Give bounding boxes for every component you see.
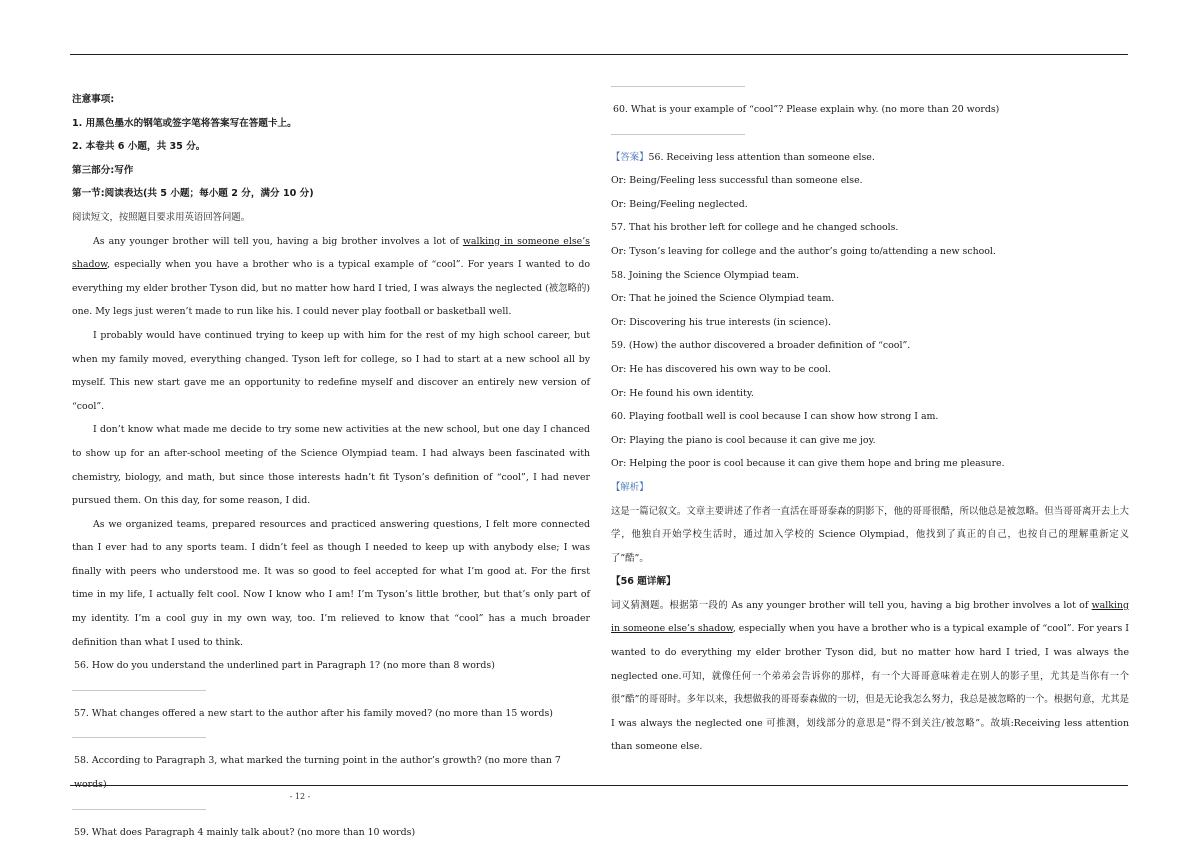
notice-item-2: 2. 本卷共 6 小题，共 35 分。 [72,141,206,153]
p1-text-b: , especially when you have a brother who is a typical example of “cool”. For years I wanted to do everything my elder brother Tyson did, but no matter how hard I tried, I was always the neglected (被忽略的) one. My legs just weren’t made to run like his. I could never play football or basketball well. [72,259,590,318]
answer-blank-57 [72,737,206,738]
detail-text [611,594,1129,759]
answer-line-13: Or: Playing the piano is cool because it can give me joy. [611,434,876,446]
detail-underlined-phrase: walking in someone else’s shadow [611,599,1129,635]
answer-blank-58 [72,809,206,810]
p1-text-a: As any younger brother will tell you, having a big brother involves a lot of [93,235,463,247]
answer-line-4: 57. That his brother left for college and he changed schools. [611,222,899,234]
question-56: 56. How do you understand the underlined part in Paragraph 1? (no more than 8 words) [74,660,495,672]
page-number: - 12 - [289,792,311,801]
answer-line-7: Or: That he joined the Science Olympiad team. [611,293,835,305]
answer-line-9: 59. (How) the author discovered a broader definition of “cool”. [611,340,911,352]
detail-text-a: 词义猜测题。根据第一段的 As any younger brother will tell you, having a big brother involves a lot of [611,599,1092,611]
right-column [611,86,1129,759]
question-59: 59. What does Paragraph 4 mainly talk about? (no more than 10 words) [74,826,416,838]
part-title: 第三部分:写作 [72,164,134,176]
answer-line-11: Or: He found his own identity. [611,387,754,399]
answer-line-8: Or: Discovering his true interests (in science). [611,316,832,328]
answer-line-6: 58. Joining the Science Olympiad team. [611,269,799,281]
section-title: 第一节:阅读表达(共 5 小题；每小题 2 分，满分 10 分) [72,188,314,200]
detail-title: 【56 题详解】 [611,576,676,588]
answer-line-14: Or: Helping the poor is cool because it can give them hope and bring me pleasure. [611,458,1005,470]
instruction: 阅读短文，按照题目要求用英语回答问题。 [72,211,251,223]
answer-line-1 [611,146,1129,170]
passage-paragraph-2: I probably would have continued trying to keep up with him for the rest of my high school career, but when my family moved, everything changed. Tyson left for college, so I had to start at a new school all by myself. This new start gave me an opportunity to redefine myself and discover an entirely new version of “cool”. [72,329,590,412]
answer-blank-56 [72,690,206,691]
passage-paragraph-3: I don’t know what made me decide to try some new activities at the new school, but one day I chanced to show up for an after-school meeting of the Science Olympiad team. I had always been fascinated with chemistry, biology, and math, but since those interests hadn’t fit Tyson’s definition of “cool”, I had never pursued them. On this day, for some reason, I did. [72,424,590,507]
answer-line-2: Or: Being/Feeling less successful than someone else. [611,175,863,187]
answer-line-12: 60. Playing football well is cool because I can show how strong I am. [611,411,939,423]
p1-underlined-phrase: walking in someone else’s shadow [72,235,590,271]
analysis-tag: 【解析】 [611,481,649,493]
answer-line-3: Or: Being/Feeling neglected. [611,198,748,210]
footer-rule [70,785,1128,786]
passage-paragraph-1 [72,230,590,324]
detail-text-b: , especially when you have a brother who is a typical example of “cool”. For years I wanted to do everything my elder brother Tyson did, but no matter how hard I tried, I was always the neglected one.可知，就像任何一个弟弟会告诉你的那样，有一个大哥哥意味着走在别人的影子里，尤其是当你有一个很”酷”的哥哥时。多年以来，我想做我的哥哥泰森做的一切，但是无论我怎么努力，我总是被忽略的一个。根据句意，尤其是 I was always the neglected one 可推测，划线部分的意思是”得不到关注/被忽略”。故填:Receiving less attention than someone else. [611,623,1129,753]
answer-line-5: Or: Tyson’s leaving for college and the author’s going to/attending a new school. [611,245,996,257]
answer-blank-60 [611,134,745,135]
notice-item-1: 1. 用黑色墨水的钢笔或签字笔将答案写在答题卡上。 [72,117,297,129]
left-column [72,88,590,844]
question-60: 60. What is your example of “cool”? Please explain why. (no more than 20 words) [613,104,1000,115]
analysis-text: 这是一篇记叙文。文章主要讲述了作者一直活在哥哥泰森的阴影下，他的哥哥很酷，所以他总是被忽略。但当哥哥离开去上大学，他独自开始学校生活时，通过加入学校的 Science Olympiad，他找到了真正的自己，也按自己的理解重新定义了”酷”。 [611,505,1129,564]
answer-blank-59 [611,86,745,87]
answer-text-1: 56. Receiving less attention than someone else. [648,151,875,163]
question-57: 57. What changes offered a new start to the author after his family moved? (no more than 15 words) [74,707,553,719]
passage-paragraph-4: As we organized teams, prepared resources and practiced answering questions, I felt more connected than I ever had to any sports team. I didn’t feel as though I needed to keep up with anybody else; I was finally with peers who understood me. It was so good to feel accepted for what I’m good at. For the first time in my life, I actually felt cool. Now I know who I am! I’m Tyson’s little brother, but that’s only part of my identity. I’m a cool guy in my own way, too. I’m relieved to know that “cool” has a much broader definition than what I used to think. [72,518,590,648]
question-58: 58. According to Paragraph 3, what marked the turning point in the author’s growth? (no more than 7 words) [74,755,561,791]
notice-title: 注意事项: [72,94,115,105]
answer-tag: 【答案】 [611,151,649,163]
header-rule [70,54,1128,55]
answer-line-10: Or: He has discovered his own way to be cool. [611,363,831,375]
